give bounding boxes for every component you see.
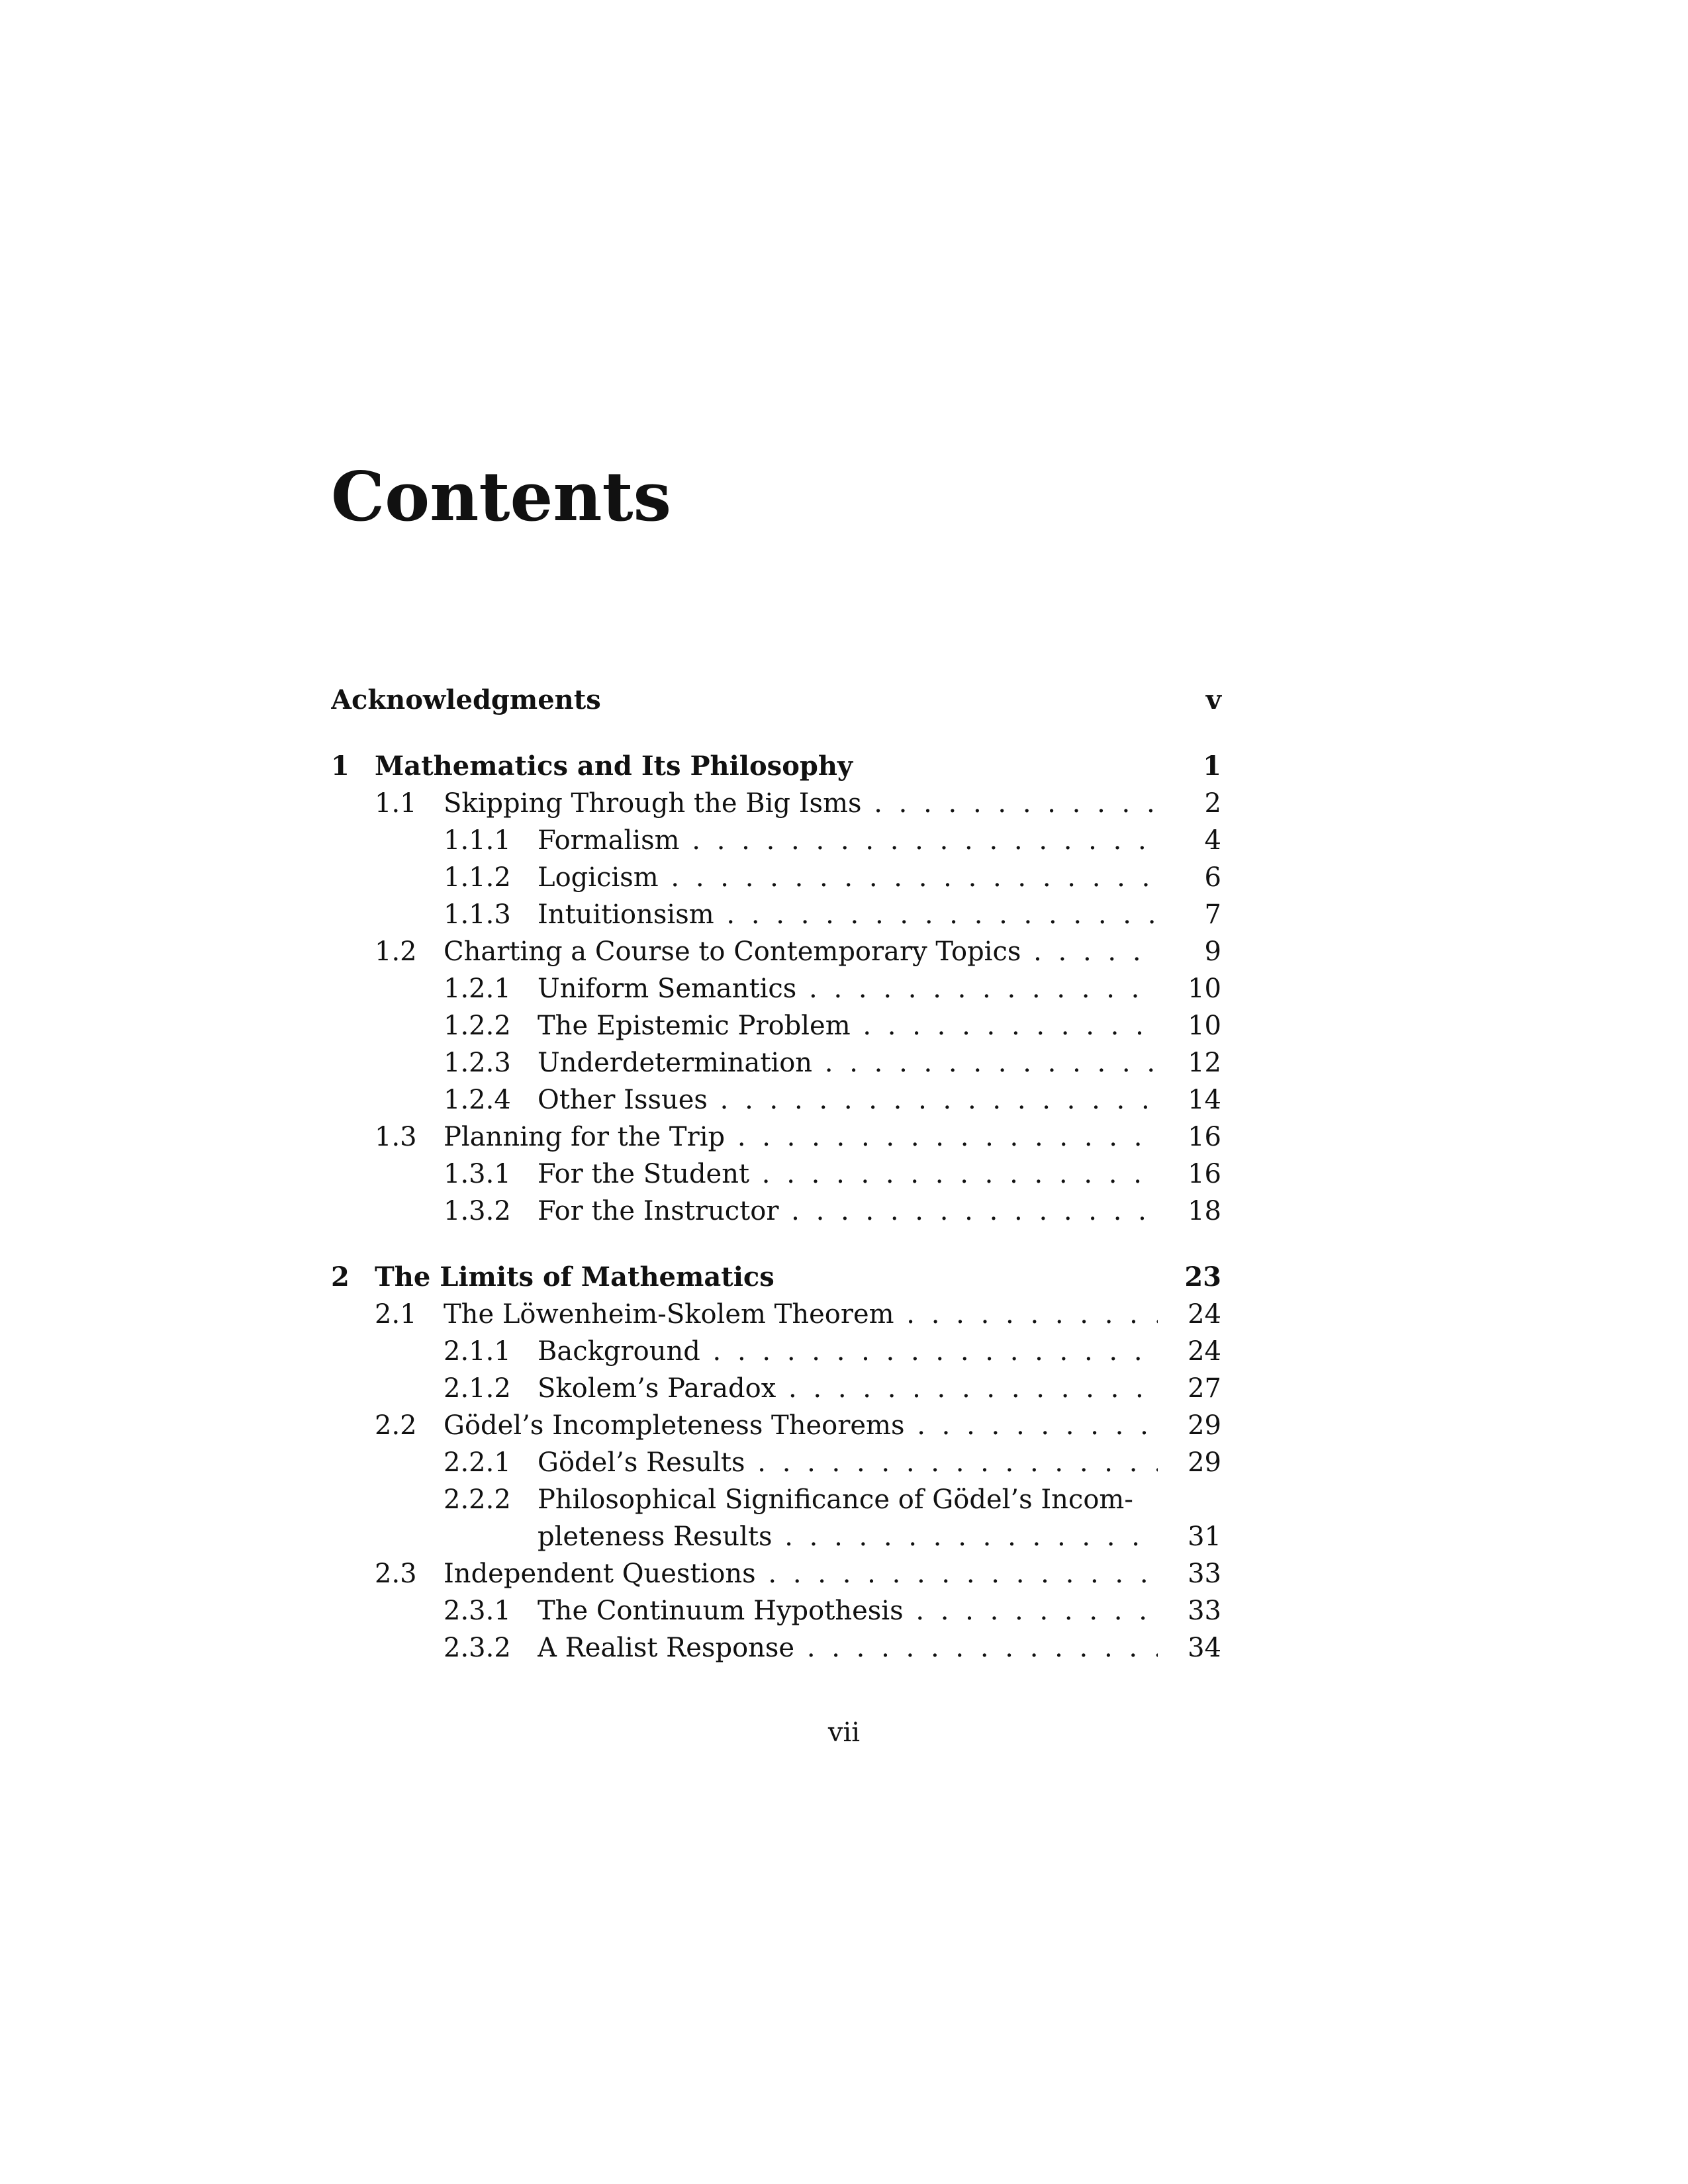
toc-label-continued: pleteness Results . . . <box>538 1518 1158 1555</box>
toc-label: Philosophical Significance of Gödel’s Incom- <box>538 1484 1133 1515</box>
toc-number: 1.3.1 <box>444 1159 511 1189</box>
toc-label: Planning for the Trip . . . <box>444 1118 1158 1156</box>
toc-page-number: 4 <box>1204 825 1221 856</box>
toc-number: 2.2.2 <box>444 1484 511 1515</box>
toc-number: 2 <box>331 1261 350 1293</box>
toc-entry-1-2-1[interactable] <box>331 970 1221 1007</box>
toc-page-number: 1 <box>1203 751 1221 782</box>
toc-label: Independent Questions . . . <box>444 1555 1158 1592</box>
toc-entry-2-3-2[interactable] <box>331 1629 1221 1666</box>
toc-entry-1-2-3[interactable] <box>331 1044 1221 1081</box>
toc-label: The Limits of Mathematics <box>375 1261 774 1293</box>
toc-page-number: 23 <box>1184 1261 1221 1293</box>
toc-number: 2.3.1 <box>444 1596 511 1626</box>
toc-label: Charting a Course to Contemporary Topics . . . <box>444 933 1158 970</box>
toc-label: For the Student . . . <box>538 1156 1158 1193</box>
toc-entry-1-3-1[interactable] <box>331 1156 1221 1193</box>
table-of-contents <box>331 682 1221 1666</box>
toc-number: 1.1.1 <box>444 825 511 856</box>
toc-label: Logicism . . . <box>538 859 1158 896</box>
toc-page-number: 31 <box>1188 1522 1221 1552</box>
toc-entry-1-1-3[interactable] <box>331 896 1221 933</box>
page-title: Contents <box>331 457 672 537</box>
toc-number: 1 <box>331 751 350 782</box>
toc-entry-2-1[interactable] <box>331 1296 1221 1333</box>
toc-page-number: 33 <box>1188 1596 1221 1626</box>
toc-number: 1.2.2 <box>444 1011 511 1041</box>
toc-number: 2.3 <box>375 1559 417 1589</box>
toc-page-number: 18 <box>1188 1196 1221 1226</box>
toc-number: 2.2.1 <box>444 1447 511 1478</box>
toc-page-number: 6 <box>1204 862 1221 893</box>
toc-page-number: 10 <box>1188 974 1221 1004</box>
toc-number: 1.2.3 <box>444 1048 511 1078</box>
toc-label: The Löwenheim-Skolem Theorem . . . <box>444 1296 1158 1333</box>
toc-page-number: 24 <box>1188 1336 1221 1367</box>
toc-page-number: 10 <box>1188 1011 1221 1041</box>
toc-label: Underdetermination . . . <box>538 1044 1158 1081</box>
toc-entry-chapter-2[interactable] <box>331 1259 1221 1296</box>
toc-label: The Continuum Hypothesis . . . <box>538 1592 1158 1629</box>
toc-label: For the Instructor . . . <box>538 1193 1158 1230</box>
toc-entry-2-1-2[interactable] <box>331 1370 1221 1407</box>
toc-number: 2.1.1 <box>444 1336 511 1367</box>
toc-number: 1.3.2 <box>444 1196 511 1226</box>
toc-entry-2-3[interactable] <box>331 1555 1221 1592</box>
toc-entry-1-2-2[interactable] <box>331 1007 1221 1044</box>
toc-number: 2.1.2 <box>444 1373 511 1404</box>
toc-entry-1-2-4[interactable] <box>331 1081 1221 1118</box>
toc-page-number: 9 <box>1204 936 1221 967</box>
toc-page-number: 29 <box>1188 1410 1221 1441</box>
toc-entry-2-3-1[interactable] <box>331 1592 1221 1629</box>
toc-label: Skipping Through the Big Isms . . . <box>444 785 1158 822</box>
toc-entry-2-2-1[interactable] <box>331 1444 1221 1481</box>
toc-number: 1.1.2 <box>444 862 511 893</box>
toc-page-number: v <box>1205 684 1221 715</box>
toc-number: 1.1 <box>375 788 417 819</box>
toc-page-number: 7 <box>1204 899 1221 930</box>
toc-label: Skolem’s Paradox . . . <box>538 1370 1158 1407</box>
toc-label: Uniform Semantics . . . <box>538 970 1158 1007</box>
toc-label: The Epistemic Problem . . . <box>538 1007 1158 1044</box>
toc-number: 2.3.2 <box>444 1633 511 1663</box>
toc-label: Intuitionsism . . . <box>538 896 1158 933</box>
toc-label: Other Issues . . . <box>538 1081 1158 1118</box>
toc-entry-1-2[interactable] <box>331 933 1221 970</box>
toc-page-number: 34 <box>1188 1633 1221 1663</box>
toc-entry-1-1-2[interactable] <box>331 859 1221 896</box>
toc-number: 1.2.1 <box>444 974 511 1004</box>
toc-label: Gödel’s Incompleteness Theorems . . . <box>444 1407 1158 1444</box>
toc-page-number: 14 <box>1188 1085 1221 1115</box>
toc-label: Acknowledgments <box>331 684 601 715</box>
toc-number: 1.1.3 <box>444 899 511 930</box>
toc-page-number: 29 <box>1188 1447 1221 1478</box>
toc-label: A Realist Response . . . <box>538 1629 1158 1666</box>
toc-page-number: 16 <box>1188 1122 1221 1152</box>
toc-entry-1-1[interactable] <box>331 785 1221 822</box>
toc-number: 1.2.4 <box>444 1085 511 1115</box>
toc-label: Gödel’s Results . . . <box>538 1444 1158 1481</box>
toc-page-number: 33 <box>1188 1559 1221 1589</box>
toc-number: 2.1 <box>375 1299 417 1330</box>
toc-entry-1-3[interactable] <box>331 1118 1221 1156</box>
toc-entry-1-1-1[interactable] <box>331 822 1221 859</box>
toc-label: Mathematics and Its Philosophy <box>375 751 853 782</box>
toc-number: 2.2 <box>375 1410 417 1441</box>
toc-entry-chapter-1[interactable] <box>331 748 1221 785</box>
toc-entry-2-2-2[interactable] <box>331 1481 1221 1518</box>
toc-label: Formalism . . . <box>538 822 1158 859</box>
toc-entry-2-2[interactable] <box>331 1407 1221 1444</box>
toc-number: 1.2 <box>375 936 417 967</box>
toc-entry-2-1-1[interactable] <box>331 1333 1221 1370</box>
toc-page-number: 24 <box>1188 1299 1221 1330</box>
toc-page-number: 12 <box>1188 1048 1221 1078</box>
toc-page-number: 16 <box>1188 1159 1221 1189</box>
toc-number: 1.3 <box>375 1122 417 1152</box>
page-folio: vii <box>827 1717 861 1748</box>
toc-entry-1-3-2[interactable] <box>331 1193 1221 1230</box>
toc-page-number: 27 <box>1188 1373 1221 1404</box>
toc-entry-2-2-2-continued[interactable] <box>331 1518 1221 1555</box>
toc-page-number: 2 <box>1204 788 1221 819</box>
toc-entry-acknowledgments[interactable] <box>331 682 1221 719</box>
toc-label: Background . . . <box>538 1333 1158 1370</box>
